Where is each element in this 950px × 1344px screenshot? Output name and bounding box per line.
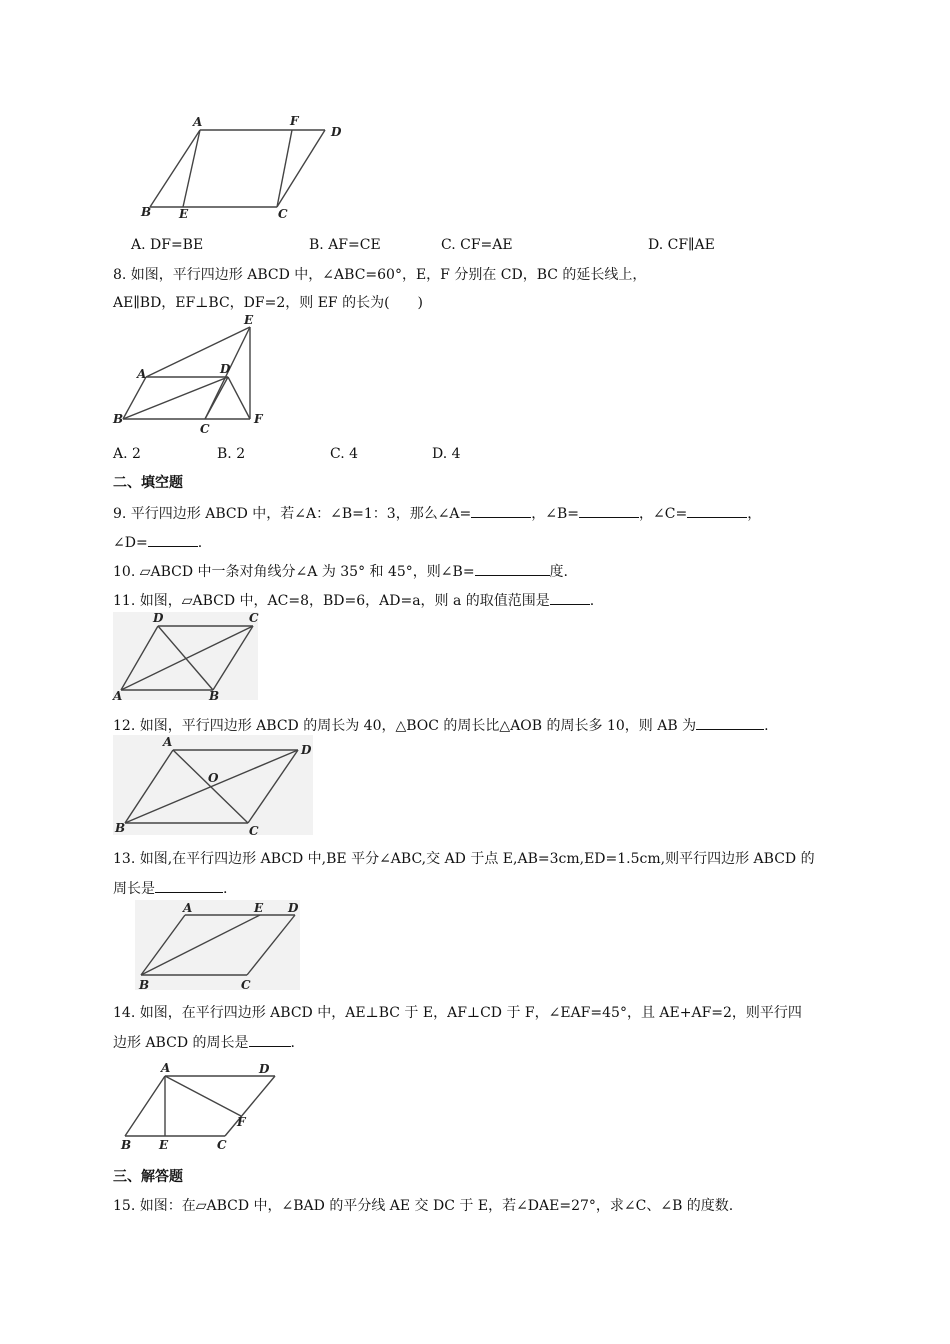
q7-label-c: C xyxy=(278,207,288,221)
q14-label-a: A xyxy=(161,1061,171,1075)
q7-label-f: F xyxy=(290,114,299,128)
q13-text-a: 周长是 xyxy=(113,881,155,897)
q8-label-c: C xyxy=(200,422,210,436)
q14-text-a: 边形 ABCD 的周长是 xyxy=(113,1035,249,1051)
q7-label-b: B xyxy=(141,205,152,219)
q8-stem-line1: 8. 如图，平行四边形 ABCD 中，∠ABC=60°，E，F 分别在 CD，BC 的延长线上， xyxy=(113,267,647,283)
q13-blank[interactable] xyxy=(155,878,223,893)
q7-option-c[interactable]: C. CF=AE xyxy=(441,237,513,253)
q11-label-a: A xyxy=(113,689,123,703)
q9-line2 xyxy=(113,532,202,552)
q12-label-b: B xyxy=(115,821,126,835)
q9-text-f: . xyxy=(197,535,203,551)
q10-text-a: 10. ▱ABCD 中一条对角线分∠A 为 35° 和 45°，则∠B= xyxy=(113,564,475,580)
q12-label-a: A xyxy=(163,735,173,749)
q7-option-a[interactable]: A. DF=BE xyxy=(131,237,204,253)
q11-label-b: B xyxy=(209,689,220,703)
q12-blank[interactable] xyxy=(696,715,764,730)
q13-label-c: C xyxy=(241,978,251,992)
q14-text-b: . xyxy=(290,1035,295,1051)
q9-text-a: 9. 平行四边形 ABCD 中，若∠A：∠B=1：3，那么∠A= xyxy=(113,506,472,522)
q9-line1 xyxy=(113,503,761,523)
q11-label-d: D xyxy=(153,611,164,625)
q11-label-c: C xyxy=(249,611,259,625)
q14-label-f: F xyxy=(237,1115,246,1129)
q9-text-d: ， xyxy=(747,506,762,522)
q13-line1: 13. 如图,在平行四边形 ABCD 中,BE 平分∠ABC,交 AD 于点 E,AB=3cm,ED=1.5cm,则平行四边形 ABCD 的 xyxy=(113,851,815,867)
q8-label-e: E xyxy=(244,313,254,327)
q11-blank[interactable] xyxy=(550,590,590,605)
q8-label-b: B xyxy=(113,412,124,426)
q8-label-d: D xyxy=(220,362,231,376)
q13-label-e: E xyxy=(254,901,264,915)
q8-label-f: F xyxy=(254,412,263,426)
q10-blank[interactable] xyxy=(475,561,550,576)
q7-label-a: A xyxy=(193,115,203,129)
q7-option-b[interactable]: B. AF=CE xyxy=(309,237,381,253)
q9-blank-a[interactable] xyxy=(471,503,531,518)
q7-figure xyxy=(135,110,365,225)
q10-text-b: 度. xyxy=(549,564,568,580)
q12-figure xyxy=(113,735,318,840)
q14-figure xyxy=(113,1060,283,1155)
q9-blank-d[interactable] xyxy=(148,532,198,547)
q9-text-c: ，∠C= xyxy=(639,506,688,522)
q12-label-o: O xyxy=(208,771,219,785)
q8-option-a[interactable]: A. 2 xyxy=(113,446,141,462)
q13-text-b: . xyxy=(223,881,228,897)
q11-text-a: 11. 如图，▱ABCD 中，AC=8，BD=6，AD=a，则 a 的取值范围是 xyxy=(113,593,550,609)
q13-line2 xyxy=(113,878,227,898)
q13-label-a: A xyxy=(183,901,193,915)
q14-label-c: C xyxy=(217,1138,227,1152)
q8-figure xyxy=(108,315,283,435)
q8-option-c[interactable]: C. 4 xyxy=(330,446,359,462)
q7-label-e: E xyxy=(179,207,189,221)
q13-label-b: B xyxy=(139,978,150,992)
q14-label-d: D xyxy=(259,1062,270,1076)
q8-option-b[interactable]: B. 2 xyxy=(217,446,246,462)
q12-line xyxy=(113,715,769,735)
q9-text-b: ，∠B= xyxy=(531,506,580,522)
section-solve-heading: 三、解答题 xyxy=(113,1169,183,1185)
q14-label-e: E xyxy=(159,1138,169,1152)
q12-label-d: D xyxy=(301,743,312,757)
q8-label-a: A xyxy=(137,367,147,381)
q13-figure xyxy=(135,900,305,995)
section-fill-in-heading: 二、填空题 xyxy=(113,475,183,491)
q14-blank[interactable] xyxy=(249,1032,291,1047)
q15-line: 15. 如图：在▱ABCD 中，∠BAD 的平分线 AE 交 DC 于 E，若∠DAE=27°，求∠C、∠B 的度数. xyxy=(113,1198,734,1214)
q14-line2 xyxy=(113,1032,295,1052)
q8-option-d[interactable]: D. 4 xyxy=(432,446,461,462)
q10-line xyxy=(113,561,568,581)
q11-text-b: . xyxy=(589,593,595,609)
q12-text-b: . xyxy=(764,718,769,734)
q12-label-c: C xyxy=(249,824,259,838)
q7-option-d[interactable]: D. CF∥AE xyxy=(648,237,715,253)
q9-text-e: ∠D= xyxy=(113,535,148,551)
q7-label-d: D xyxy=(331,125,342,139)
q14-label-b: B xyxy=(121,1138,132,1152)
q13-label-d: D xyxy=(288,901,299,915)
q8-stem-line2: AE∥BD，EF⊥BC，DF=2，则 EF 的长为( ) xyxy=(113,295,424,311)
q9-blank-b[interactable] xyxy=(579,503,639,518)
q14-line1: 14. 如图，在平行四边形 ABCD 中，AE⊥BC 于 E，AF⊥CD 于 F，∠EAF=45°，且 AE+AF=2，则平行四 xyxy=(113,1005,802,1021)
q11-line xyxy=(113,590,594,610)
q12-text-a: 12. 如图，平行四边形 ABCD 的周长为 40，△BOC 的周长比△AOB 的周长多 10，则 AB 为 xyxy=(113,718,697,734)
q11-figure xyxy=(113,612,263,702)
q9-blank-c[interactable] xyxy=(687,503,747,518)
